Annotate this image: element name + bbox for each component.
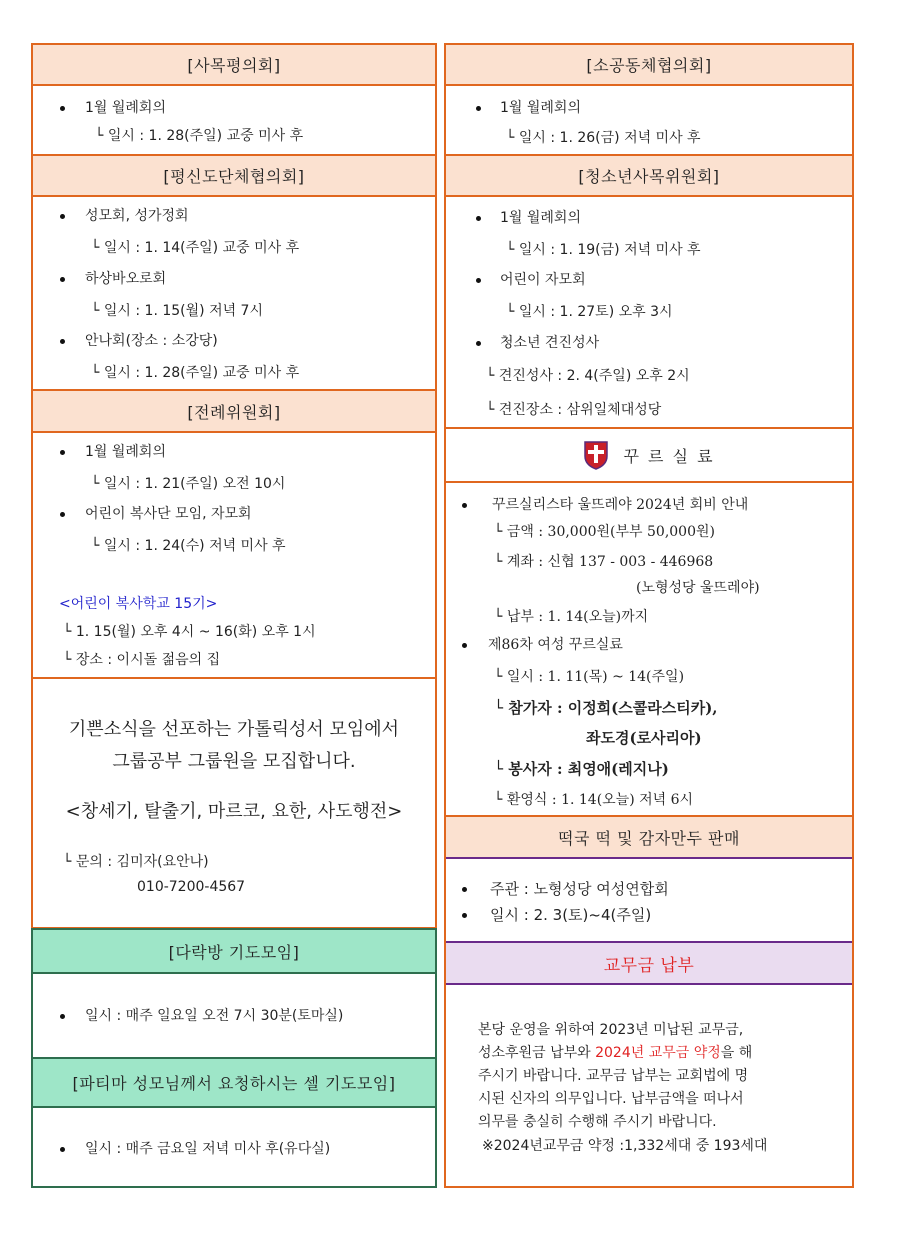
bullet-icon: [60, 214, 65, 219]
bullet-icon: [60, 339, 65, 344]
cursillo-account-name: (노형성당 울뜨레야): [636, 580, 760, 596]
cursillo-participants: └ 참가자 : 이정희(스콜라스티카),: [494, 699, 718, 717]
bullet-icon: [462, 913, 467, 918]
pyeongsin-body: [31, 195, 437, 391]
pyeongsin-sub: └ 일시 : 1. 14(주일) 교중 미사 후: [91, 240, 300, 256]
youth-item: 청소년 견진성사: [500, 335, 600, 351]
sogong-title: [소공동체협의회]: [586, 56, 712, 75]
fatima-body: [31, 1106, 437, 1188]
jeonrye-sub: └ 일시 : 1. 24(수) 저녁 미사 후: [91, 538, 286, 554]
bullet-icon: [476, 106, 481, 111]
cursillo-item: 제86차 여성 꾸르실료: [488, 637, 623, 653]
gyomu-text: 시된 신자의 의무입니다. 납부금액을 떠나서: [478, 1091, 744, 1107]
youth-sub: └ 일시 : 1. 19(금) 저녁 미사 후: [506, 242, 701, 258]
jeonrye-sub: └ 일시 : 1. 21(주일) 오전 10시: [91, 476, 286, 492]
darakbang-title: [다락방 기도모임]: [168, 942, 300, 962]
cursillo-servers: └ 봉사자 : 최영애(레지나): [494, 760, 669, 778]
fatima-header: [31, 1057, 437, 1108]
samok-header: [31, 43, 437, 86]
gyomu-text-part: 을 해: [720, 1045, 753, 1061]
cursillo-body: [446, 483, 852, 817]
cursillo-item: 꾸르실리스타 울뜨레야 2024년 회비 안내: [492, 497, 749, 513]
pyeongsin-item: 성모회, 성가정회: [85, 208, 189, 224]
altar-school-title: <어린이 복사학교 15기>: [59, 596, 218, 612]
cursillo-title: 꾸 르 실 료: [623, 446, 715, 466]
jeonrye-body: [31, 431, 437, 679]
bible-line1: 기쁜소식을 선포하는 가톨릭성서 모임에서: [68, 719, 400, 740]
cursillo-amount: └ 금액 : 30,000원(부부 50,000원): [494, 524, 715, 540]
youth-extra: └ 견진장소 : 삼위일체대성당: [486, 402, 662, 418]
youth-sub: └ 견진성사 : 2. 4(주일) 오후 2시: [486, 368, 690, 384]
samok-title: [사목평의회]: [187, 56, 281, 75]
gyomu-header: [446, 943, 852, 985]
tteok-body: [446, 859, 852, 943]
gyomu-highlight: 2024년 교무금 약정: [595, 1045, 721, 1061]
sogong-item: 1월 월례회의: [500, 100, 581, 116]
bullet-icon: [476, 341, 481, 346]
gyomu-text: [478, 1042, 752, 1062]
cursillo-due: └ 납부 : 1. 14(오늘)까지: [494, 609, 649, 625]
tteok-header: [446, 817, 852, 859]
gyomu-text: 주시기 바랍니다. 교무금 납부는 교회법에 명: [478, 1068, 749, 1084]
bible-study-box: [31, 677, 437, 929]
bullet-icon: [476, 278, 481, 283]
gyomu-text: 본당 운영을 위하여 2023년 미납된 교무금,: [478, 1022, 744, 1038]
gyomu-body: [446, 985, 852, 1186]
gyomu-text-part: 성소후원금 납부와: [478, 1045, 596, 1061]
left-column: [31, 43, 437, 1188]
youth-title: [청소년사목위원회]: [578, 167, 720, 186]
bullet-icon: [60, 277, 65, 282]
darakbang-body: [31, 972, 437, 1059]
cursillo-emblem-icon: [583, 440, 609, 470]
bible-books: <창세기, 탈출기, 마르코, 요한, 사도행전>: [65, 801, 403, 822]
youth-body: [446, 197, 852, 429]
bullet-icon: [476, 216, 481, 221]
samok-body: [31, 84, 437, 156]
jeonrye-item: 1월 월례회의: [85, 444, 166, 460]
pyeongsin-item: 안나회(장소 : 소강당): [85, 333, 218, 349]
bullet-icon: [462, 887, 467, 892]
jeonrye-item: 어린이 복사단 모임, 자모회: [85, 506, 252, 522]
sogong-header: [446, 45, 852, 86]
bullet-icon: [60, 450, 65, 455]
pyeongsin-sub: └ 일시 : 1. 28(주일) 교중 미사 후: [91, 365, 300, 381]
youth-item: 어린이 자모회: [500, 272, 586, 288]
bullet-icon: [462, 503, 467, 508]
pyeongsin-header: [31, 154, 437, 197]
tteok-title: 떡국 떡 및 감자만두 판매: [558, 828, 740, 848]
youth-header: [446, 156, 852, 197]
bullet-icon: [462, 643, 467, 648]
tteok-host: 주관 : 노형성당 여성연합회: [490, 880, 669, 898]
gyomu-text: 의무를 충실히 수행해 주시기 바랍니다.: [478, 1114, 717, 1130]
pyeongsin-sub: └ 일시 : 1. 15(월) 저녁 7시: [91, 303, 263, 319]
darakbang-header: [31, 928, 437, 974]
pyeongsin-title: [평신도단체협의회]: [163, 167, 305, 186]
bullet-icon: [60, 1147, 65, 1152]
samok-item: 1월 월례회의: [85, 100, 166, 116]
bullet-icon: [60, 106, 65, 111]
bullet-icon: [60, 1014, 65, 1019]
cursillo-header: [446, 429, 852, 483]
jeonrye-header: [31, 389, 437, 433]
cursillo-date: └ 일시 : 1. 11(목) ~ 14(주일): [494, 669, 685, 685]
cursillo-account: └ 계좌 : 신협 137 - 003 - 446968: [494, 554, 714, 570]
altar-school-place: └ 장소 : 이시돌 젊음의 집: [63, 652, 221, 668]
altar-school-date: └ 1. 15(월) 오후 4시 ~ 16(화) 오후 1시: [63, 624, 316, 640]
cursillo-participants2: 좌도경(로사리아): [586, 729, 702, 747]
fatima-item: 일시 : 매주 금요일 저녁 미사 후(유다실): [85, 1141, 331, 1157]
bullet-icon: [60, 512, 65, 517]
gyomu-title: 교무금 납부: [603, 955, 695, 976]
pyeongsin-item: 하상바오로회: [85, 271, 167, 287]
tteok-date: 일시 : 2. 3(토)~4(주일): [490, 906, 652, 924]
bible-phone: 010-7200-4567: [137, 879, 246, 895]
cursillo-welcome: └ 환영식 : 1. 14(오늘) 저녁 6시: [494, 792, 694, 808]
youth-sub: └ 일시 : 1. 27토) 오후 3시: [506, 304, 673, 320]
sogong-body: [446, 86, 852, 156]
bible-contact: └ 문의 : 김미자(요안나): [63, 854, 209, 870]
right-column: [444, 43, 854, 1188]
jeonrye-title: [전례위원회]: [187, 402, 281, 422]
gyomu-note: ※2024년교무금 약정 :1,332세대 중 193세대: [482, 1138, 768, 1154]
samok-sub: └ 일시 : 1. 28(주일) 교중 미사 후: [95, 128, 304, 144]
sogong-sub: └ 일시 : 1. 26(금) 저녁 미사 후: [506, 130, 701, 146]
bible-line2: 그룹공부 그룹원을 모집합니다.: [112, 751, 356, 772]
darakbang-item: 일시 : 매주 일요일 오전 7시 30분(토마실): [85, 1008, 344, 1024]
fatima-title: [파티마 성모님께서 요청하시는 셀 기도모임]: [72, 1074, 396, 1093]
youth-item: 1월 월례회의: [500, 210, 581, 226]
